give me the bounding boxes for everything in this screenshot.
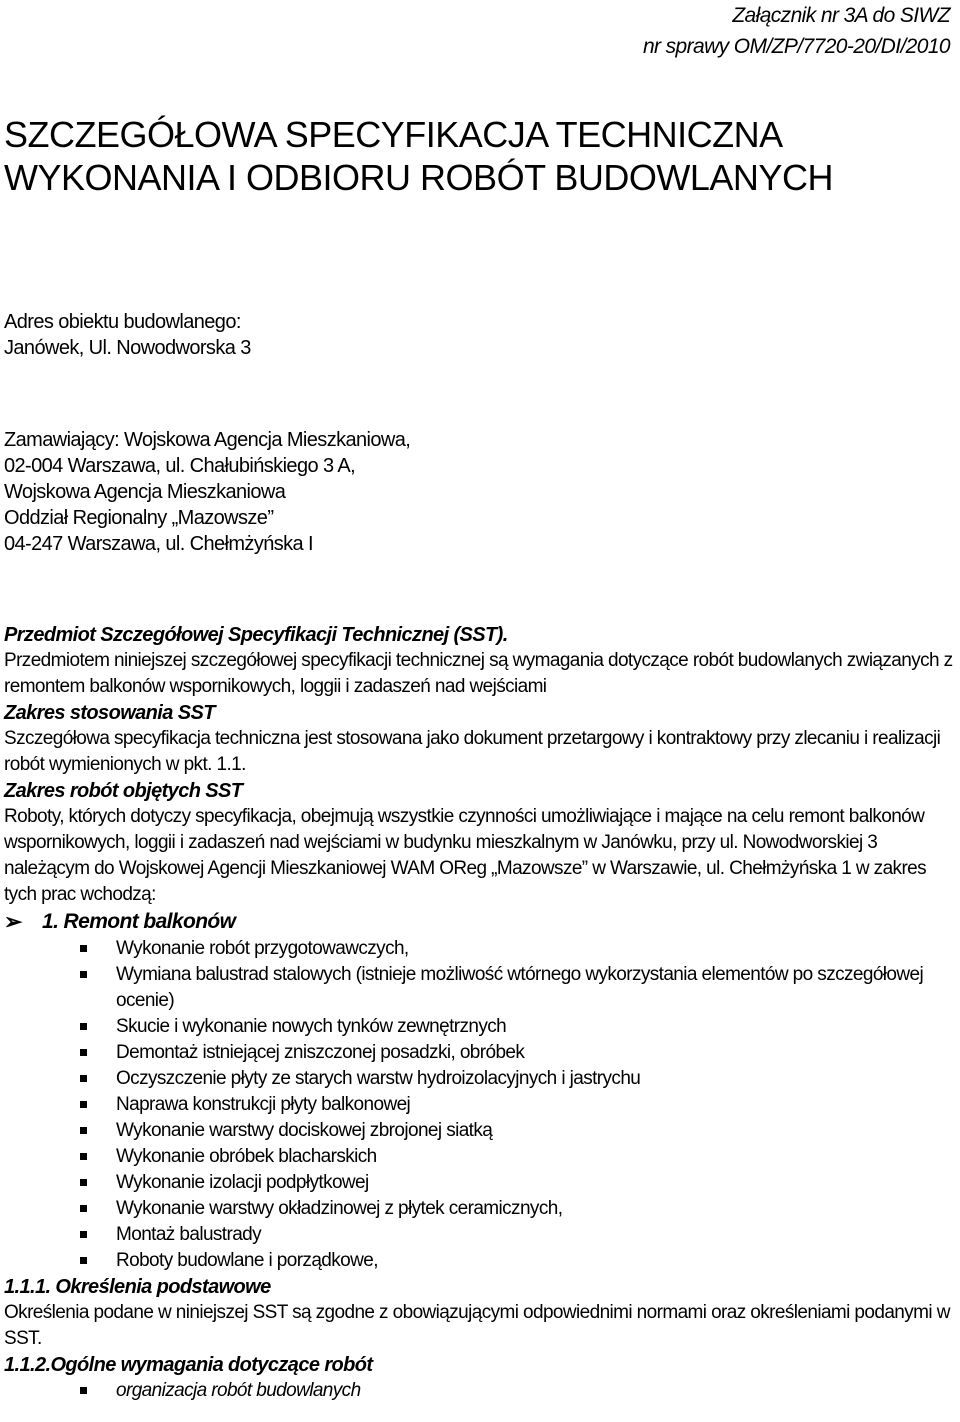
square-bullet-icon	[80, 1075, 87, 1082]
case-number: nr sprawy OM/ZP/7720-20/DI/2010	[642, 35, 950, 58]
list-item: Wykonanie warstwy okładzinowej z płytek ceramicznych,	[4, 1196, 956, 1222]
square-bullet-icon	[80, 1049, 87, 1056]
square-bullet-icon	[80, 1127, 87, 1134]
list-item: organizacja robót budowlanych	[4, 1378, 956, 1404]
address-label: Adres obiektu budowlanego:	[4, 311, 241, 333]
investor-line-3: Wojskowa Agencja Mieszkaniowa	[4, 481, 286, 503]
list-item: Oczyszczenie płyty ze starych warstw hydroizolacyjnych i jastrychu	[4, 1066, 956, 1092]
title-line-2: WYKONANIA I ODBIORU ROBÓT BUDOWLANYCH	[4, 157, 833, 198]
square-bullet-icon	[80, 1257, 87, 1264]
address-value: Janówek, Ul. Nowodworska 3	[4, 337, 251, 359]
square-bullet-icon	[80, 971, 87, 978]
works-scope-text: Roboty, których dotyczy specyfikacja, obejmują wszystkie czynności umożliwiające i mające na celu remont balkonów wspornikowych, loggii i zadaszeń nad wejściami w budynku mieszkalnym w Janówku, przy ul. Nowodworskiej 3 należącym do Wojskowej Agencji Mieszkaniowej WAM OReg „Mazowsze” w Warszawie, ul. Chełmżyńska 1 w zakres tych prac wchodzą:	[4, 806, 927, 905]
list-item: Skucie i wykonanie nowych tynków zewnętrznych	[4, 1014, 956, 1040]
square-bullet-icon	[80, 1231, 87, 1238]
list-item: Wykonanie robót przygotowawczych,	[4, 936, 956, 962]
repair-heading-row	[4, 908, 956, 936]
specification-body	[4, 622, 956, 1404]
investor-line-4: Oddział Regionalny „Mazowsze”	[4, 507, 274, 529]
investor-line-1: Zamawiający: Wojskowa Agencja Mieszkaniowa,	[4, 429, 411, 451]
list-item: Wykonanie warstwy dociskowej zbrojonej siatką	[4, 1118, 956, 1144]
square-bullet-icon	[80, 1179, 87, 1186]
square-bullet-icon	[80, 1387, 87, 1394]
address-block	[4, 309, 251, 361]
investor-line-5: 04-247 Warszawa, ul. Chełmżyńska I	[4, 533, 313, 555]
list-item: Roboty budowlane i porządkowe,	[4, 1248, 956, 1274]
arrow-bullet-icon: ➢	[4, 909, 22, 934]
investor-line-2: 02-004 Warszawa, ul. Chałubińskiego 3 A,	[4, 455, 356, 477]
title-line-1: SZCZEGÓŁOWA SPECYFIKACJA TECHNICZNA	[4, 114, 783, 155]
list-item: Wykonanie izolacji podpłytkowej	[4, 1170, 956, 1196]
square-bullet-icon	[80, 1023, 87, 1030]
scope-of-use-text: Szczegółowa specyfikacja techniczna jest stosowana jako dokument przetargowy i kontraktowy przy zlecaniu i realizacji robót wymienionych w pkt. 1.1.	[4, 728, 941, 775]
definitions-heading: 1.1.1. Określenia podstawowe	[4, 1276, 271, 1298]
definitions-text: Określenia podane w niniejszej SST są zgodne z obowiązującymi odpowiednimi normami oraz określeniami podanymi w SST.	[4, 1302, 950, 1349]
square-bullet-icon	[80, 1101, 87, 1108]
list-item: Montaż balustrady	[4, 1222, 956, 1248]
square-bullet-icon	[80, 1205, 87, 1212]
subject-text: Przedmiotem niniejszej szczegółowej specyfikacji technicznej są wymagania dotyczące robót budowlanych związanych z remontem balkonów wspornikowych, loggii i zadaszeń nad wejściami	[4, 650, 953, 697]
list-item: Naprawa konstrukcji płyty balkonowej	[4, 1092, 956, 1118]
general-requirements-list	[4, 1378, 956, 1404]
attachment-header	[643, 0, 950, 62]
repair-heading: 1. Remont balkonów	[42, 910, 236, 933]
general-requirements-heading: 1.1.2.Ogólne wymagania dotyczące robót	[4, 1354, 373, 1376]
investor-block	[4, 427, 410, 557]
repair-task-list	[4, 936, 956, 1274]
subject-heading: Przedmiot Szczegółowej Specyfikacji Technicznej (SST).	[4, 624, 508, 646]
scope-of-use-heading: Zakres stosowania SST	[4, 702, 215, 724]
square-bullet-icon	[80, 945, 87, 952]
list-item: Wykonanie obróbek blacharskich	[4, 1144, 956, 1170]
list-item: Demontaż istniejącej zniszczonej posadzki, obróbek	[4, 1040, 956, 1066]
works-scope-heading: Zakres robót objętych SST	[4, 780, 243, 802]
list-item: Wymiana balustrad stalowych (istnieje możliwość wtórnego wykorzystania elementów po szczegółowej ocenie)	[4, 962, 956, 1014]
document-title	[4, 113, 833, 199]
square-bullet-icon	[80, 1153, 87, 1160]
attachment-label: Załącznik nr 3A do SIWZ	[732, 4, 950, 27]
